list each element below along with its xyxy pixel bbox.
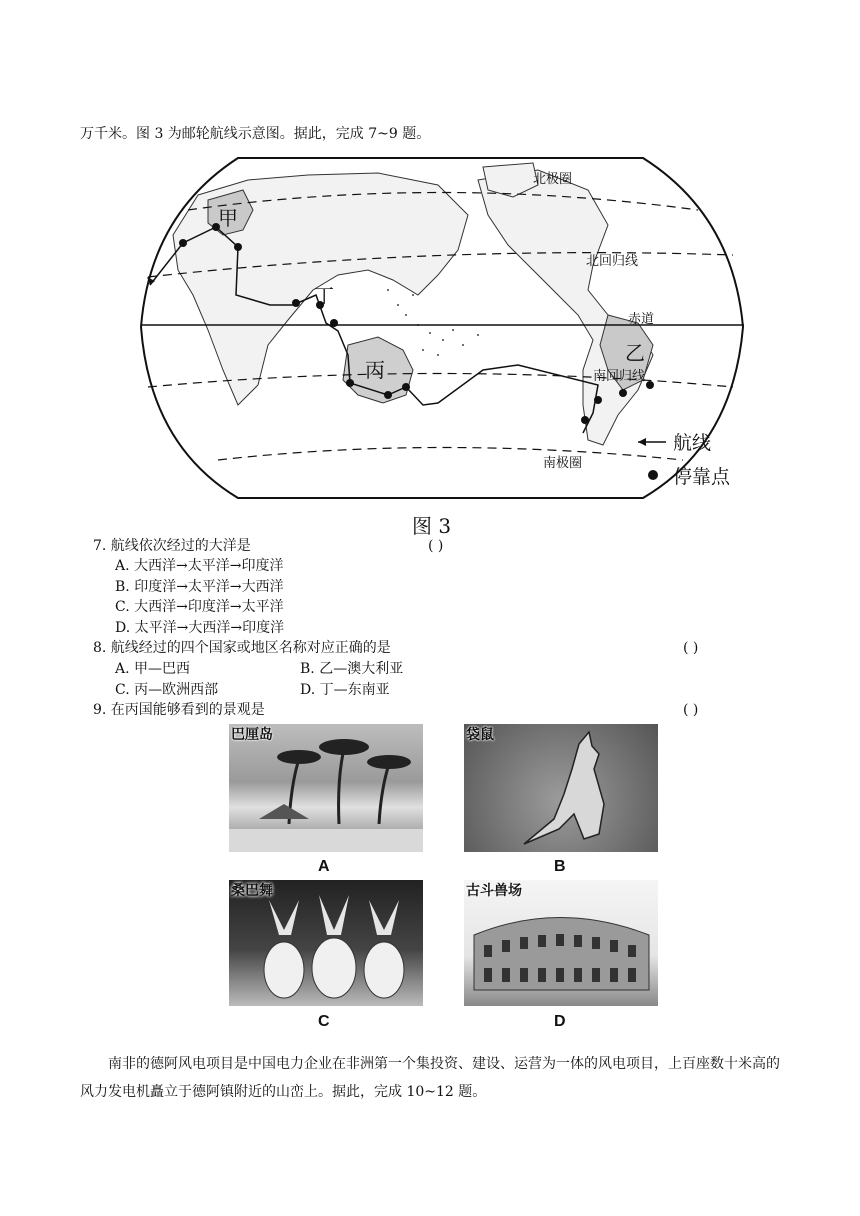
label-jia: 甲 [218, 206, 238, 230]
label-bing: 丙 [365, 358, 385, 382]
photo-kangaroo [464, 724, 658, 852]
equator-label: 赤道 [628, 312, 655, 327]
photo-colosseum [464, 880, 658, 1006]
legend-stop-label: 停靠点 [673, 466, 731, 488]
arctic-circle-label: 北极圈 [533, 172, 573, 187]
photo-d-label: 古斗兽场 [466, 883, 522, 899]
tropic-capricorn-label: 南回归线 [593, 369, 646, 384]
photo-d-letter: D [554, 1013, 566, 1030]
map-caption: 图 3 [412, 514, 452, 538]
q7-stem: 7. 航线依次经过的大洋是 [93, 538, 251, 554]
photo-c-letter: C [318, 1013, 330, 1030]
q8-option-c: C. 丙—欧洲西部 [115, 682, 219, 698]
photo-c-label: 桑巴舞 [231, 883, 273, 899]
q8-option-b: B. 乙—澳大利亚 [300, 661, 404, 677]
photo-a-label: 巴厘岛 [231, 727, 273, 743]
label-ding: 丁 [314, 284, 334, 308]
q7-option-b: B. 印度洋→太平洋→大西洋 [115, 579, 284, 595]
photo-a-letter: A [318, 858, 330, 875]
photo-samba [229, 880, 423, 1006]
photo-bali [229, 724, 423, 852]
legend-route-label: 航线 [673, 432, 712, 454]
antarctic-circle-label: 南极圈 [543, 456, 583, 471]
q8-stem: 8. 航线经过的四个国家或地区名称对应正确的是 [93, 640, 391, 656]
q8-option-d: D. 丁—东南亚 [300, 682, 390, 698]
q7-option-c: C. 大西洋→印度洋→太平洋 [115, 599, 284, 615]
q8-bracket: ( ) [683, 640, 699, 656]
photo-b-letter: B [554, 858, 566, 875]
q7-option-a: A. 大西洋→太平洋→印度洋 [115, 558, 284, 574]
intro-text: 万千米。图 3 为邮轮航线示意图。据此，完成 7~9 题。 [80, 126, 431, 142]
tropic-cancer-label: 北回归线 [586, 254, 639, 269]
q7-bracket: ( ) [428, 538, 444, 554]
q9-bracket: ( ) [683, 702, 699, 718]
route-map [138, 155, 748, 500]
q9-stem: 9. 在丙国能够看到的景观是 [93, 702, 265, 718]
photo-b-label: 袋鼠 [466, 727, 494, 743]
q8-option-a: A. 甲—巴西 [115, 661, 191, 677]
label-yi: 乙 [625, 341, 645, 365]
q7-option-d: D. 太平洋→大西洋→印度洋 [115, 620, 285, 636]
wind-project-paragraph: 南非的德阿风电项目是中国电力企业在非洲第一个集投资、建设、运营为一体的风电项目，上百座数十米高的风力发电机矗立于德阿镇附近的山峦上。据此，完成 10~12 题。 [80, 1056, 780, 1100]
